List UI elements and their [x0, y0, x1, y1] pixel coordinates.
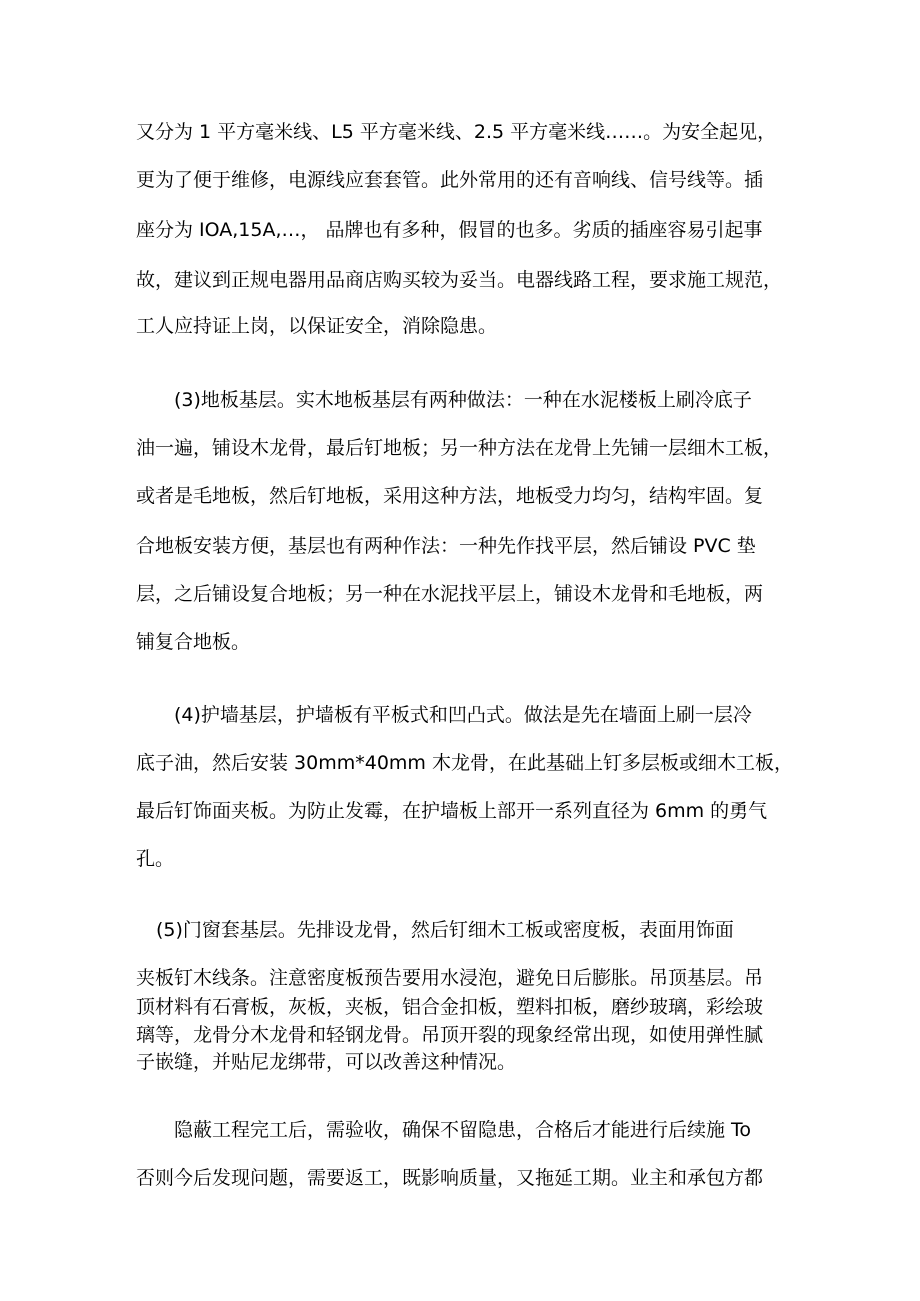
- paragraph-1-line-4: 故，建议到正规电器用品商店购买较为妥当。电器线路工程，要求施工规范，: [136, 269, 783, 291]
- paragraph-3-line-3: 最后钉饰面夹板。为防止发霉，在护墙板上部开一系列直径为 6mm 的勇气: [136, 800, 768, 822]
- paragraph-6-line-1: 隐蔽工程完工后，需验收，确保不留隐患，合格后才能进行后续施 To: [174, 1119, 752, 1141]
- paragraph-2-line-5: 层，之后铺设复合地板；另一种在水泥找平层上，铺设木龙骨和毛地板，两: [136, 583, 764, 605]
- paragraph-2-line-4: 合地板安装方便，基层也有两种作法：一种先作找平层，然后铺设 PVC 垫: [136, 535, 756, 557]
- paragraph-3-line-1: (4)护墙基层，护墙板有平板式和凹凸式。做法是先在墙面上刷一层冷: [174, 704, 752, 726]
- paragraph-5-line-4: 子嵌缝，并贴尼龙绑带，可以改善这种情况。: [136, 1051, 517, 1073]
- paragraph-6-line-2: 否则今后发现问题，需要返工，既影响质量，又拖延工期。业主和承包方都: [136, 1167, 764, 1189]
- paragraph-1-line-2: 更为了便于维修，电源线应套套管。此外常用的还有音响线、信号线等。插: [136, 169, 764, 191]
- paragraph-2-line-3: 或者是毛地板，然后钉地板，采用这种方法，地板受力均匀，结构牢固。复: [136, 485, 764, 507]
- paragraph-2-line-6: 铺复合地板。: [136, 631, 251, 653]
- paragraph-1-line-5: 工人应持证上岗，以保证安全，消除隐患。: [136, 315, 498, 337]
- paragraph-5-line-1: 夹板钉木线条。注意密度板预告要用水浸泡，避免日后膨胀。吊顶基层。吊: [136, 967, 764, 989]
- paragraph-2-line-1: (3)地板基层。实木地板基层有两种做法：一种在水泥楼板上刷冷底子: [174, 389, 752, 411]
- paragraph-3-line-4: 孔。: [136, 848, 175, 870]
- paragraph-4-line-1: (5)门窗套基层。先排设龙骨，然后钉细木工板或密度板，表面用饰面: [156, 919, 734, 941]
- paragraph-5-line-3: 璃等，龙骨分木龙骨和轻钢龙骨。吊顶开裂的现象经常出现，如使用弹性腻: [136, 1024, 764, 1046]
- paragraph-3-line-2: 底子油，然后安装 30mm*40mm 木龙骨，在此基础上钉多层板或细木工板，: [136, 752, 793, 774]
- paragraph-2-line-2: 油一遍，铺设木龙骨，最后钉地板；另一种方法在龙骨上先铺一层细木工板，: [136, 437, 783, 459]
- paragraph-5-line-2: 顶材料有石膏板，灰板，夹板，铝合金扣板，塑料扣板，磨纱玻璃，彩绘玻: [136, 996, 764, 1018]
- paragraph-1-line-3: 座分为 IOA,15A,…， 品牌也有多种，假冒的也多。劣质的插座容易引起事: [136, 219, 763, 241]
- paragraph-1-line-1: 又分为 1 平方毫米线、L5 平方毫米线、2.5 平方毫米线……。为安全起见，: [136, 121, 777, 143]
